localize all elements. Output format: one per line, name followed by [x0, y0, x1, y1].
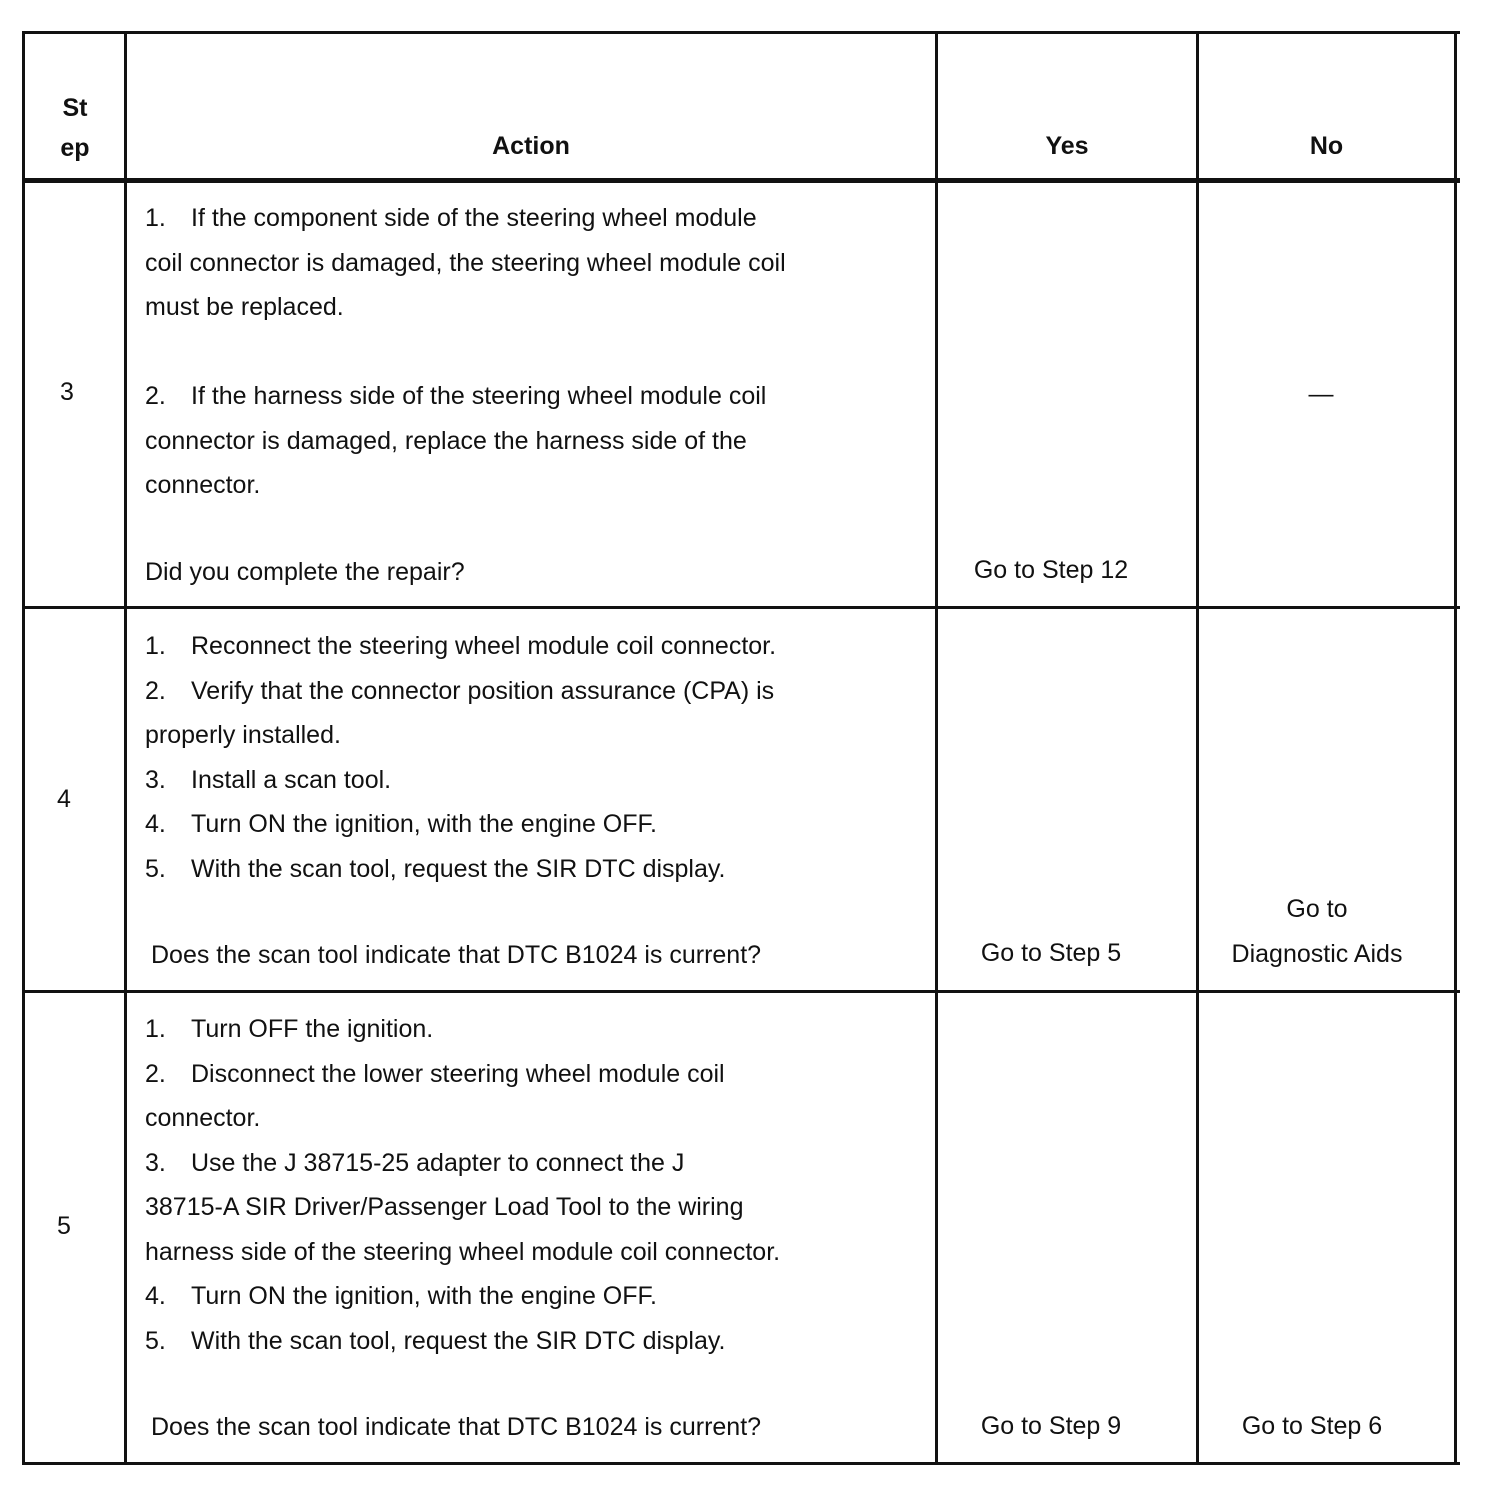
- list-item: [145, 669, 776, 714]
- item-text: With the scan tool, request the SIR DTC display.: [191, 1326, 726, 1355]
- item-number: 1.: [145, 1015, 166, 1043]
- action-cell: [145, 624, 776, 978]
- list-item: [145, 1007, 780, 1052]
- yes-cell: Go to Step 12: [973, 556, 1129, 584]
- list-item: [145, 624, 776, 669]
- item-text: If the harness side of the steering wheel module coil: [191, 382, 767, 410]
- grid-line: [22, 1462, 1460, 1465]
- item-text: Disconnect the lower steering wheel module coil: [191, 1059, 725, 1088]
- list-item: [145, 1141, 780, 1186]
- grid-line: [22, 31, 1460, 34]
- item-text: connector.: [145, 471, 261, 499]
- grid-line: [22, 990, 1460, 993]
- question-text: Does the scan tool indicate that DTC B1024 is current?: [151, 941, 762, 969]
- item-number: 3.: [145, 765, 166, 794]
- no-cell-line1: Go to: [1286, 895, 1348, 923]
- item-number: 1.: [145, 204, 166, 232]
- grid-line: [935, 31, 938, 1465]
- list-item: [145, 374, 786, 419]
- header-no: No: [1309, 132, 1344, 160]
- header-action: Action: [492, 132, 570, 160]
- item-number: 2.: [145, 676, 166, 705]
- list-item: [145, 758, 776, 803]
- item-text: 38715-A SIR Driver/Passenger Load Tool to the wiring: [145, 1193, 744, 1221]
- item-text: Reconnect the steering wheel module coil connector.: [191, 632, 777, 660]
- header-step-line2: ep: [60, 134, 90, 162]
- item-text: Turn ON the ignition, with the engine OFF.: [191, 810, 657, 838]
- item-text: Turn OFF the ignition.: [191, 1015, 434, 1043]
- item-text: Install a scan tool.: [191, 765, 392, 794]
- action-cell: [145, 196, 786, 594]
- question-text: Does the scan tool indicate that DTC B1024 is current?: [151, 1413, 762, 1441]
- item-text: With the scan tool, request the SIR DTC display.: [191, 854, 726, 883]
- no-cell: [1199, 887, 1435, 976]
- yes-cell: Go to Step 5: [980, 939, 1122, 967]
- list-item: [145, 196, 786, 241]
- list-item: [145, 1319, 780, 1364]
- item-text: connector is damaged, replace the harness side of the: [145, 426, 747, 455]
- no-cell-line2: Diagnostic Aids: [1231, 939, 1403, 968]
- step-number: 5: [57, 1212, 71, 1240]
- list-item: [145, 847, 776, 892]
- item-number: 3.: [145, 1148, 166, 1177]
- no-cell: Go to Step 6: [1241, 1412, 1383, 1440]
- list-item: [145, 802, 776, 847]
- grid-line: [1454, 31, 1457, 1465]
- step-number: 3: [60, 378, 74, 406]
- grid-line: [22, 31, 25, 1465]
- header-step: [26, 88, 124, 168]
- item-text: If the component side of the steering wheel module: [191, 204, 757, 232]
- question-text: Did you complete the repair?: [145, 557, 465, 586]
- item-number: 5.: [145, 1326, 166, 1355]
- item-number: 4.: [145, 810, 166, 838]
- list-item: [145, 1274, 780, 1319]
- item-text: properly installed.: [145, 721, 341, 749]
- grid-line: [22, 178, 1460, 183]
- item-number: 4.: [145, 1282, 166, 1310]
- yes-cell: Go to Step 9: [980, 1412, 1122, 1440]
- header-step-line1: St: [62, 94, 88, 122]
- item-text: connector.: [145, 1104, 261, 1132]
- header-yes: Yes: [1045, 132, 1089, 160]
- grid-line: [124, 31, 127, 1465]
- item-text: must be replaced.: [145, 293, 344, 321]
- item-number: 5.: [145, 854, 166, 883]
- item-number: 2.: [145, 382, 166, 410]
- action-cell: [145, 1007, 780, 1450]
- grid-line: [1196, 31, 1199, 1465]
- item-text: Use the J 38715-25 adapter to connect the J: [191, 1148, 685, 1177]
- item-text: coil connector is damaged, the steering wheel module coil: [145, 248, 786, 277]
- item-text: Turn ON the ignition, with the engine OFF.: [191, 1282, 657, 1310]
- grid-line: [22, 606, 1460, 609]
- no-cell: —: [1308, 380, 1334, 408]
- item-text: Verify that the connector position assurance (CPA) is: [191, 676, 775, 705]
- item-number: 1.: [145, 632, 166, 660]
- item-number: 2.: [145, 1059, 166, 1088]
- list-item: [145, 1052, 780, 1097]
- item-text: harness side of the steering wheel module coil connector.: [145, 1237, 781, 1266]
- step-number: 4: [57, 785, 71, 813]
